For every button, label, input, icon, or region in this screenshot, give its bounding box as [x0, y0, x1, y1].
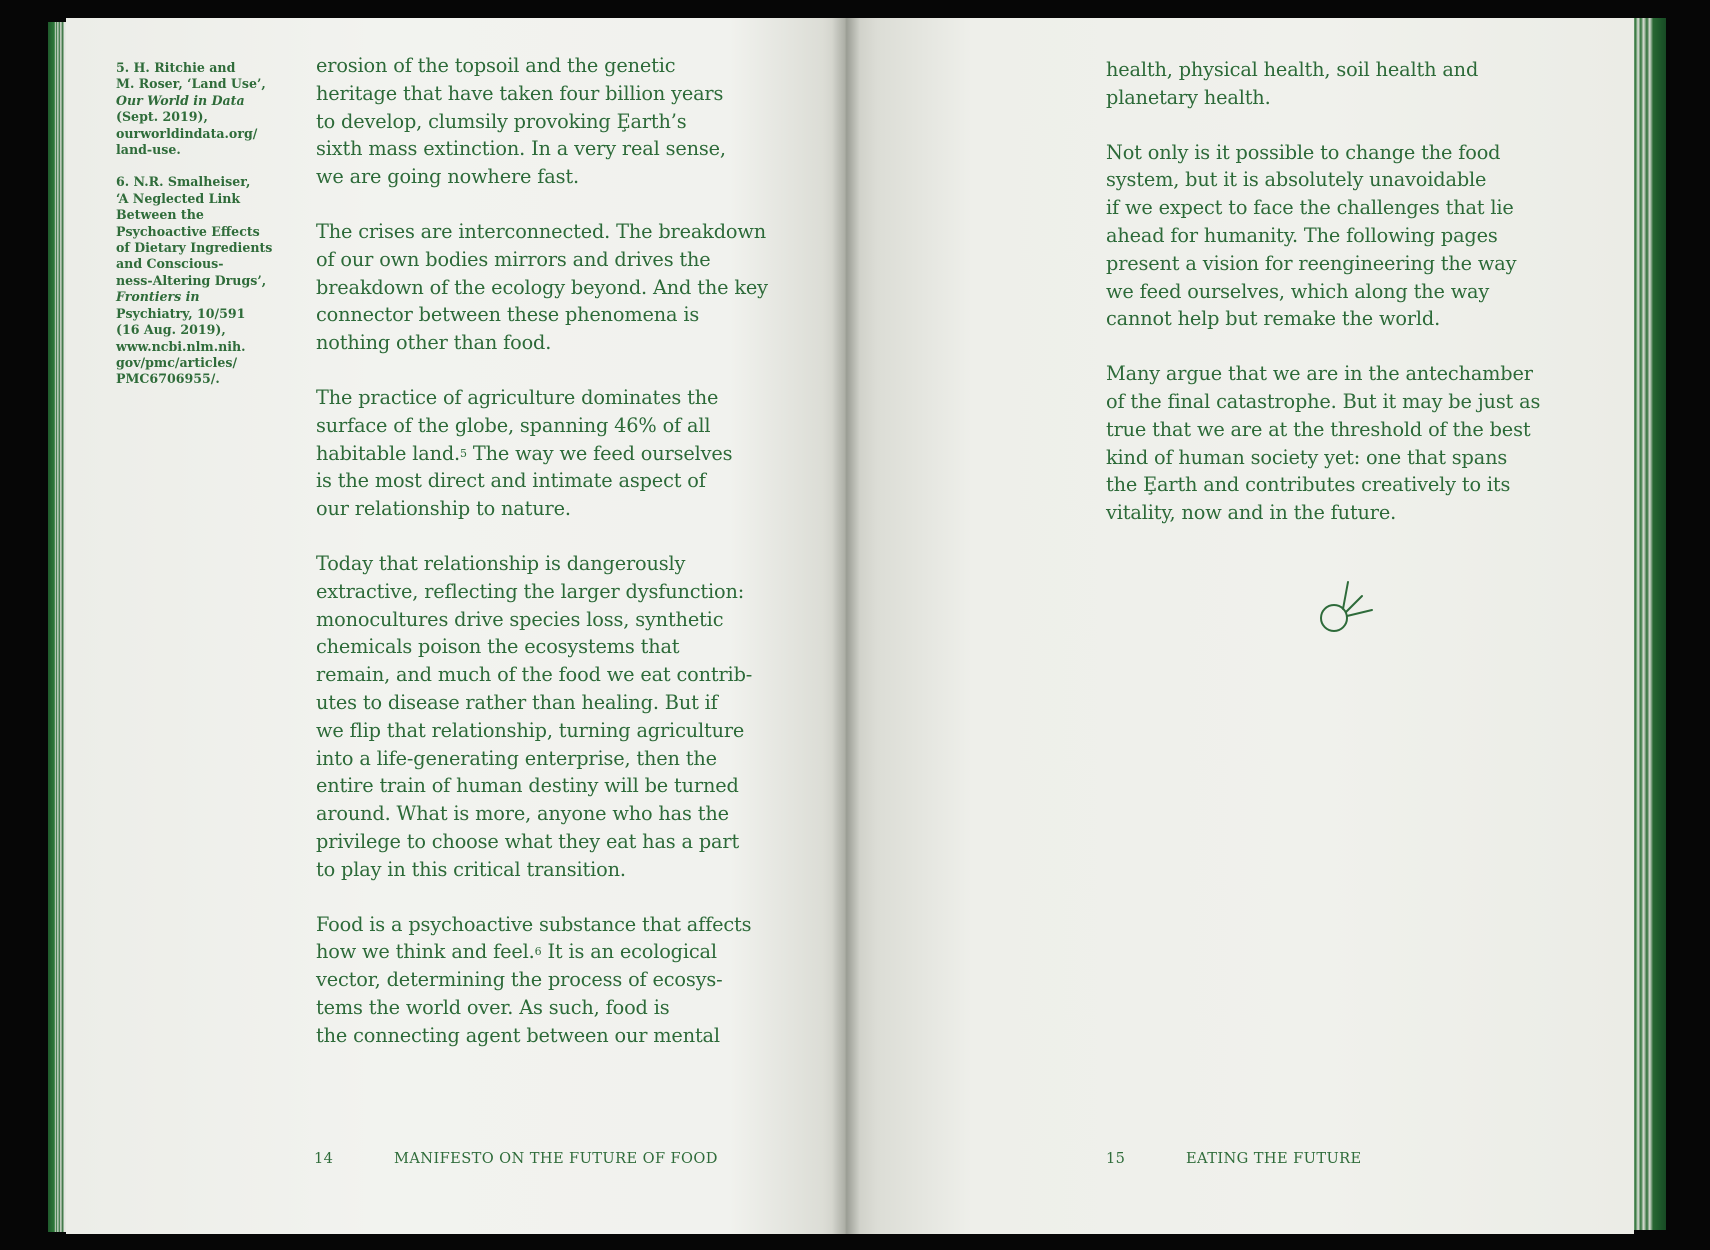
text-line: planetary health.: [1106, 85, 1271, 109]
text-line: Food is a psychoactive substance that affects: [316, 912, 752, 936]
footnote-line: and Conscious-: [116, 256, 224, 272]
text-line: tems the world over. As such, food is: [316, 995, 670, 1019]
text-line: of our own bodies mirrors and drives the: [316, 247, 711, 271]
text-line: into a life-generating enterprise, then the: [316, 746, 717, 770]
text-line: health, physical health, soil health and: [1106, 58, 1479, 81]
text-line: erosion of the topsoil and the genetic: [316, 54, 676, 77]
text-line: surface of the globe, spanning 46% of all: [316, 413, 711, 437]
text-line: system, but it is absolutely unavoidable: [1106, 168, 1487, 192]
footnote-line: Between the: [116, 207, 204, 223]
text-line: the Ȩarth and contributes creatively to its: [1106, 473, 1511, 497]
text-line: Many argue that we are in the antechamber: [1106, 362, 1533, 386]
footnote-line: www.ncbi.nlm.nih.: [116, 338, 246, 354]
footnote-line: 6. N.R. Smalheiser,: [116, 174, 251, 190]
text-line: utes to disease rather than healing. But if: [316, 690, 718, 714]
footnote-line: ‘A Neglected Link: [116, 190, 241, 206]
text-line: nothing other than food.: [316, 331, 552, 355]
footnote-line: Psychoactive Effects: [116, 223, 260, 239]
paragraph: [316, 550, 836, 884]
footnote-line: ness-Altering Drugs’,: [116, 272, 267, 288]
text-line: breakdown of the ecology beyond. And the key: [316, 275, 768, 299]
footnote-line: PMC6706955/.: [116, 371, 220, 387]
text-line: monocultures drive species loss, synthetic: [316, 607, 724, 631]
right-page-edges: [1632, 18, 1666, 1230]
text-line: around. What is more, anyone who has the: [316, 802, 729, 826]
text-line: extractive, reflecting the larger dysfunction:: [316, 579, 745, 603]
paragraph: [1106, 360, 1626, 527]
right-page-footer: [1106, 1150, 1362, 1167]
footnote-line: Frontiers in: [116, 289, 200, 305]
text-line: we flip that relationship, turning agriculture: [316, 718, 745, 742]
paragraph: [1106, 139, 1626, 334]
footnote-line: Psychiatry, 10/591: [116, 305, 246, 321]
page-number: 14: [314, 1150, 334, 1167]
text-line: vitality, now and in the future.: [1106, 501, 1397, 525]
sun-ray-icon: [1316, 572, 1378, 634]
footnote-line: 5. H. Ritchie and: [116, 60, 236, 75]
text-line: true that we are at the threshold of the best: [1106, 417, 1531, 441]
left-page-footer: [314, 1150, 718, 1167]
text-line: of the final catastrophe. But it may be just as: [1106, 389, 1541, 413]
text-line: the connecting agent between our mental: [316, 1023, 720, 1047]
footnote-marker: 5: [460, 446, 467, 460]
footnote-line: gov/pmc/articles/: [116, 354, 238, 370]
paragraph: [1106, 56, 1626, 112]
paragraph: [316, 52, 836, 191]
footnote-marker: 6: [534, 945, 542, 959]
footnotes-column: [116, 60, 296, 404]
paragraph: [316, 384, 836, 523]
text-line: how we think and feel.$^6$ It is an ecological: [316, 940, 717, 964]
footnote-line: (Sept. 2019),: [116, 109, 208, 125]
text-line: habitable land.$^5$ The way we feed ourselves: [316, 441, 733, 465]
footnote-line: ourworldindata.org/: [116, 125, 258, 141]
text-line: to play in this critical transition.: [316, 857, 626, 881]
text-line: entire train of human destiny will be turned: [316, 774, 739, 798]
paragraph: [316, 911, 836, 1050]
text-line: kind of human society yet: one that spans: [1106, 445, 1508, 469]
right-page-body-text: [1106, 56, 1626, 554]
text-line: present a vision for reengineering the way: [1106, 251, 1517, 275]
text-line: heritage that have taken four billion years: [316, 81, 724, 105]
text-line: we feed ourselves, which along the way: [1106, 279, 1490, 303]
footnote-line: Our World in Data: [116, 92, 245, 108]
text-line: if we expect to face the challenges that lie: [1106, 196, 1514, 220]
text-line: vector, determining the process of ecosys-: [316, 968, 723, 992]
running-title: MANIFESTO ON THE FUTURE OF FOOD: [394, 1150, 718, 1167]
text-line: sixth mass extinction. In a very real sense,: [316, 137, 726, 161]
footnote: [116, 174, 296, 387]
page-number: 15: [1106, 1150, 1126, 1167]
running-title: EATING THE FUTURE: [1186, 1150, 1362, 1167]
text-line: chemicals poison the ecosystems that: [316, 635, 680, 659]
book-gutter: [832, 18, 860, 1234]
text-line: is the most direct and intimate aspect of: [316, 469, 706, 493]
text-line: Not only is it possible to change the food: [1106, 140, 1501, 164]
footnote-line: (16 Aug. 2019),: [116, 322, 226, 338]
left-page-body-text: [316, 52, 836, 1077]
paragraph: [316, 218, 836, 357]
text-line: ahead for humanity. The following pages: [1106, 223, 1498, 247]
text-line: to develop, clumsily provoking Ȩarth’s: [316, 109, 687, 133]
text-line: cannot help but remake the world.: [1106, 307, 1441, 331]
text-line: our relationship to nature.: [316, 497, 571, 521]
text-line: connector between these phenomena is: [316, 303, 700, 327]
footnote: [116, 60, 296, 158]
footnote-line: of Dietary Ingredients: [116, 240, 273, 256]
text-line: remain, and much of the food we eat contrib-: [316, 663, 753, 687]
text-line: The crises are interconnected. The breakdown: [316, 219, 766, 243]
text-line: The practice of agriculture dominates the: [316, 385, 719, 409]
text-line: we are going nowhere fast.: [316, 165, 579, 189]
footnote-line: M. Roser, ‘Land Use’,: [116, 76, 266, 92]
footnote-line: land-use.: [116, 142, 181, 158]
text-line: Today that relationship is dangerously: [316, 551, 686, 575]
text-line: privilege to choose what they eat has a part: [316, 829, 740, 853]
